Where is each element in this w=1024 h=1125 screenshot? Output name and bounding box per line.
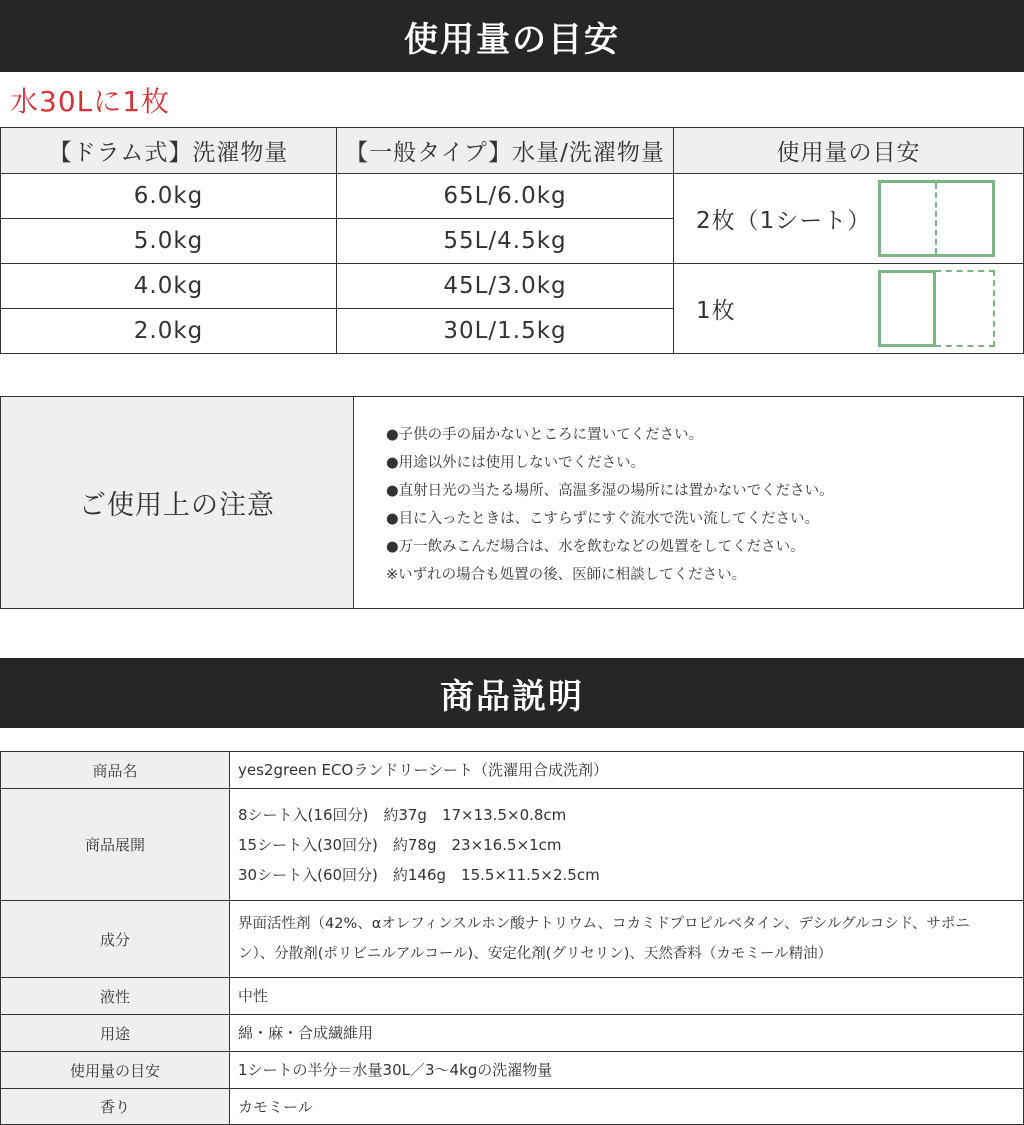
product-row-value [229,1051,1024,1089]
water-cell: 55L/4.5kg [336,218,674,264]
value-line: ン）、分散剤(ポリビニルアルコール)、安定化剤(グリセリン)、天然香料（カモミール精油） [238,946,833,962]
value-line: 界面活性剤（42%、αオレフィンスルホン酸ナトリウム、コカミドプロピルベタイン、デシルグルコシド、サポニ [238,916,970,932]
product-row-label: 使用量の目安 [0,1051,230,1089]
laundry-cell: 2.0kg [0,308,337,354]
product-description-banner [0,658,1024,728]
water-cell: 30L/1.5kg [336,308,674,354]
water-cell: 45L/3.0kg [336,263,674,309]
half-sheet-illustration [878,270,995,347]
product-row-label: 液性 [0,977,230,1015]
product-row-value [229,977,1024,1015]
sheet-used-half [878,270,936,347]
product-row-label: 成分 [0,900,230,978]
sheet-fold-line [935,183,937,254]
product-row-value [229,788,1024,901]
product-row-label: 商品名 [0,751,230,789]
laundry-cell: 4.0kg [0,263,337,309]
amount-label: 2枚（1シート） [696,208,872,234]
product-row-value [229,900,1024,978]
usage-subheading: 水30Lに1枚 [10,85,171,118]
amount-label: 1枚 [696,298,736,324]
caution-item: ※いずれの場合も処置の後、医師に相談してください。 [386,567,747,583]
usage-guide-banner [0,0,1024,72]
caution-item: ●直射日光の当たる場所、高温多湿の場所には置かないでください。 [386,483,834,499]
value-line: yes2green ECOランドリーシート（洗濯用合成洗剤） [238,761,609,779]
header-drum-laundry: 【ドラム式】洗濯物量 [0,127,337,174]
value-line: 15シート入(30回分) 約78g 23×16.5×1cm [238,835,562,854]
header-usage-amount: 使用量の目安 [673,127,1024,174]
value-line: 8シート入(16回分) 約37g 17×13.5×0.8cm [238,805,567,824]
product-row-scent [0,1088,1024,1125]
product-description-title: 商品説明 [440,676,584,717]
value-line: 30シート入(60回分) 約146g 15.5×11.5×2.5cm [238,865,600,884]
caution-item: ●万一飲みこんだ場合は、水を飲むなどの処置をしてください。 [386,539,805,555]
product-row-value [229,1014,1024,1052]
product-row-value [229,751,1024,789]
product-row-ph [0,977,1024,1015]
value-line: 1シートの半分＝水量30L／3〜4kgの洗濯物量 [238,1061,553,1079]
caution-list [386,421,834,589]
usage-table [0,127,1024,354]
value-line: 綿・麻・合成繊維用 [238,1024,374,1042]
product-row-ingredients [0,900,1024,978]
usage-guide-title: 使用量の目安 [404,19,620,60]
product-row-label: 用途 [0,1014,230,1052]
caution-box [0,396,1024,609]
laundry-cell: 6.0kg [0,173,337,219]
header-general-water: 【一般タイプ】水量/洗濯物量 [336,127,674,174]
product-row-amount [0,1051,1024,1089]
product-row-name [0,751,1024,789]
product-row-label: 香り [0,1088,230,1125]
caution-item: ●目に入ったときは、こすらずにすぐ流水で洗い流してください。 [386,511,820,527]
caution-title: ご使用上の注意 [1,397,354,608]
product-row-usage [0,1014,1024,1052]
product-row-value [229,1088,1024,1125]
full-sheet-illustration [878,180,995,257]
product-row-variants [0,788,1024,901]
laundry-cell: 5.0kg [0,218,337,264]
caution-item: ●用途以外には使用しないでください。 [386,455,646,471]
water-cell: 65L/6.0kg [336,173,674,219]
value-line: 中性 [238,987,269,1005]
product-row-label: 商品展開 [0,788,230,901]
caution-item: ●子供の手の届かないところに置いてください。 [386,427,704,443]
value-line: カモミール [238,1097,313,1116]
sheet-unused-half [935,270,995,347]
